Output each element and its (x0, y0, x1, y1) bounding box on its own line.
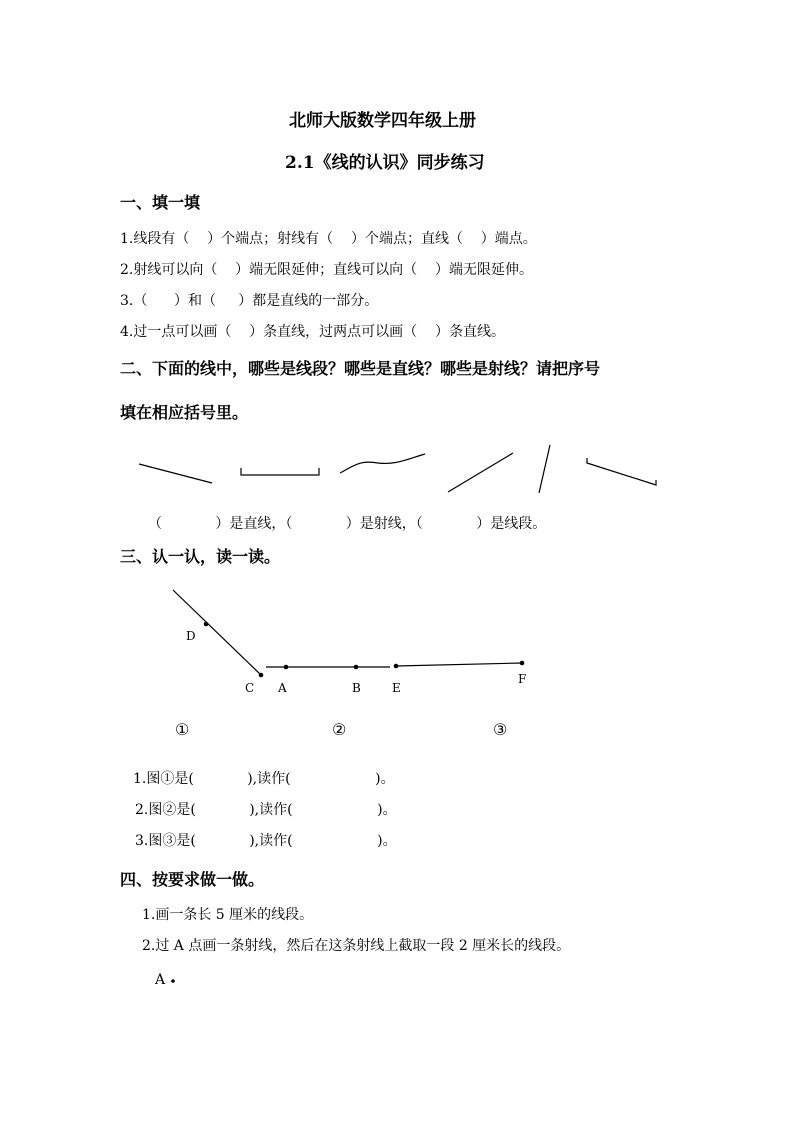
point-d (204, 622, 209, 627)
line-figure-4 (448, 453, 513, 492)
point-a (284, 665, 289, 670)
point-e (394, 664, 399, 669)
point-c (259, 673, 264, 678)
point-label-e: E (392, 681, 401, 695)
task-item-2: 2.过 A 点画一条射线，然后在这条射线上截取一段 2 厘米长的线段。 (142, 938, 571, 954)
section-4-heading: 四、按要求做一做。 (120, 870, 265, 889)
line-figure-6 (587, 458, 656, 485)
fill-item-2: 2.射线可以向（ ）端无限延伸；直线可以向（ ）端无限延伸。 (120, 262, 533, 278)
section-1-heading: 一、填一填 (120, 193, 201, 212)
fill-item-3: 3.（ ）和（ ）都是直线的一部分。 (120, 293, 379, 309)
fill-item-1: 1.线段有（ ）个端点；射线有（ ）个端点；直线（ ）端点。 (120, 231, 537, 247)
section-2-heading-line2: 填在相应括号里。 (120, 403, 249, 422)
section-3-heading: 三、认一认，读一读。 (120, 547, 281, 566)
page-subtitle: 2.1《线的认识》同步练习 (285, 153, 485, 173)
point-label-d: D (186, 629, 196, 643)
read-item-2: 2.图②是( ),读作( )。 (135, 802, 397, 818)
point-label-b: B (352, 681, 361, 695)
figure-label-1: ① (175, 720, 190, 739)
task-point-label-a: A (155, 972, 166, 988)
line-figure-5 (539, 445, 550, 493)
section-2-heading-line1: 二、下面的线中，哪些是线段？哪些是直线？哪些是射线？请把序号 (120, 359, 601, 378)
section-2-answer-line: （ ）是直线，（ ）是射线，（ ）是线段。 (148, 516, 547, 532)
point-a-draw (171, 979, 175, 983)
page-title: 北师大版数学四年级上册 (289, 111, 476, 131)
fill-item-4: 4.过一点可以画（ ）条直线，过两点可以画（ ）条直线。 (120, 324, 505, 340)
point-label-a: A (278, 681, 287, 695)
point-b (354, 665, 359, 670)
read-item-1: 1.图①是( ),读作( )。 (133, 771, 395, 787)
segment-ef (396, 663, 522, 666)
figure-label-2: ② (332, 720, 347, 739)
line-figure-2 (241, 468, 319, 475)
point-f (520, 661, 525, 666)
point-label-f: F (518, 672, 527, 686)
line-figure-3 (340, 454, 425, 473)
task-item-1: 1.画一条长 5 厘米的线段。 (142, 907, 314, 923)
point-label-c: C (245, 681, 255, 695)
figure-label-3: ③ (493, 720, 508, 739)
line-figure-1 (139, 464, 212, 483)
read-item-3: 3.图③是( ),读作( )。 (135, 833, 397, 849)
